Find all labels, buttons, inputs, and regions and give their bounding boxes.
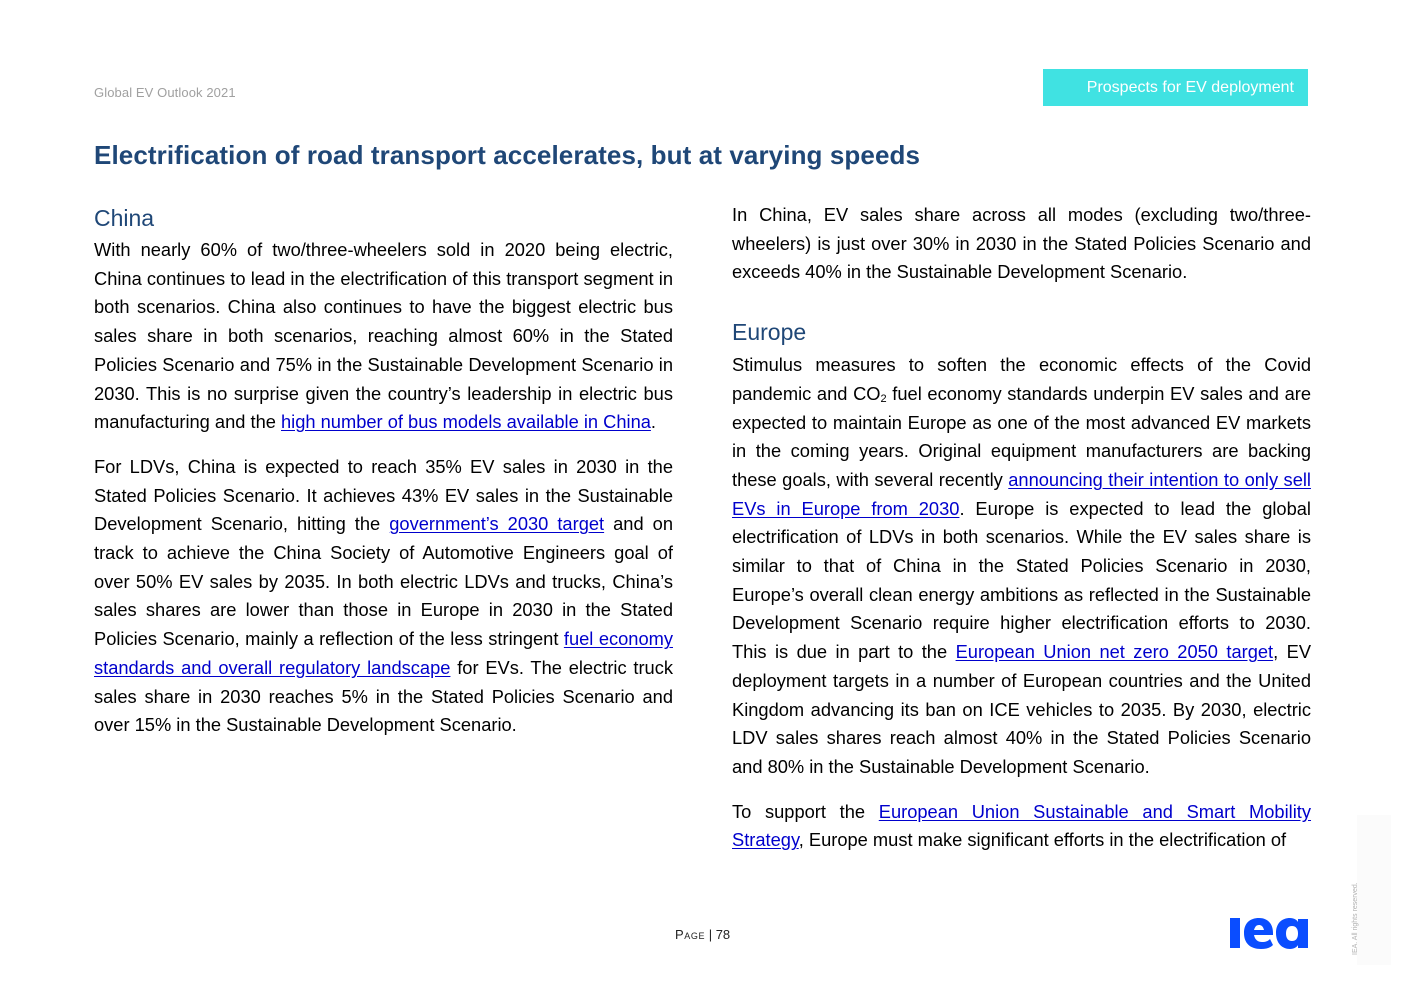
eu-net-zero-link[interactable]: European Union net zero 2050 target [955, 641, 1274, 663]
china-heading: China [94, 205, 155, 231]
page-title: Electrification of road transport accelerates, but at varying speeds [94, 140, 921, 170]
fuel-economy-standards-link[interactable]: fuel economy standards and overall regulatory landscape [94, 628, 673, 678]
page-label: Page [675, 927, 706, 942]
paragraph-text: . Europe is expected to lead the global electrification of LDVs in both scenarios. While the EV sales share is similar to that of China in the Stated Policies Scenario in 2030, Europe’s overall clean energy ambitions as reflected in the Sustainable Development Scenario require higher electrification efforts to 2030. This is due in part to the [732, 497, 1311, 663]
page-separator: | [705, 927, 716, 942]
government-target-link[interactable]: government’s 2030 target [389, 513, 605, 535]
paragraph-text: , EV deployment targets in a number of European countries and the United Kingdom advancing its ban on ICE vehicles to 2035. By 2030, electric LDV sales shares reach almost 40% in the Stated Policies Scenario and 80% in the Sustainable Development Scenario. [732, 641, 1312, 777]
paragraph-text: fuel economy standards underpin EV sales and are expected to maintain Europe as one of the most advanced EV markets in the coming years. Original equipment manufacturers are backing these goals, with several recently [732, 382, 1311, 490]
smart-mobility-strategy-link[interactable]: European Union Sustainable and Smart Mobility Strategy [732, 800, 1312, 851]
paragraph-text: for EVs. The electric truck sales share in 2030 reaches 5% in the Stated Policies Scenario and over 15% in the Sustainable Development Scenario. [94, 656, 674, 736]
oem-announcement-link[interactable]: announcing their intention to only sell EVs in Europe from 2030 [732, 468, 1311, 519]
section-tab-label: Prospects for EV deployment [1086, 78, 1294, 96]
section-tab [1043, 69, 1308, 106]
paragraph-text: Stimulus measures to soften the economic effects of the Covid pandemic and CO [732, 354, 1311, 404]
page-number [675, 927, 730, 942]
europe-paragraph-2 [732, 798, 1311, 855]
bus-models-link[interactable]: high number of bus models available in China [281, 411, 651, 433]
rights-notice: IEA. All rights reserved. [1352, 882, 1359, 955]
rights-strip [1357, 815, 1391, 965]
running-header: Global EV Outlook 2021 [94, 85, 236, 100]
paragraph-text: For LDVs, China is expected to reach 35% EV sales in 2030 in the Stated Policies Scenario. It achieves 43% EV sales in the Sustainable Development Scenario, hitting the [94, 455, 673, 535]
paragraph-text: , Europe must make significant efforts in the electrification of [798, 829, 1287, 851]
paragraph-text: To support the [732, 800, 879, 822]
iea-logo-icon [1228, 914, 1310, 952]
europe-heading: Europe [732, 319, 807, 346]
right-column [732, 201, 1311, 855]
china-paragraph-1 [94, 236, 673, 437]
page-number-value: 78 [715, 927, 731, 942]
china-paragraph-2 [94, 453, 673, 740]
paragraph-text: . [650, 411, 657, 433]
paragraph-text: With nearly 60% of two/three-wheelers sold in 2020 being electric, China continues to lead in the electrification of this transport segment in both scenarios. China also continues to have the biggest electric bus sales share in both scenarios, reaching almost 60% in the Stated Policies Scenario and 75% in the Sustainable Development Scenario in 2030. This is no surprise given the country’s leadership in electric bus manufacturing and the [94, 239, 673, 433]
europe-paragraph-1 [732, 351, 1311, 782]
china-paragraph-3: In China, EV sales share across all modes (excluding two/three-wheelers) is just over 30% in 2030 in the Stated Policies Scenario and exceeds 40% in the Sustainable Development Scenario. [732, 204, 1311, 283]
left-column [94, 203, 673, 740]
paragraph-text: and on track to achieve the China Society of Automotive Engineers goal of over 50% EV sales by 2035. In both electric LDVs and trucks, China’s sales shares are lower than those in Europe in 2030 in the Stated Policies Scenario, mainly a reflection of the less stringent [94, 513, 673, 650]
subscript: 2 [880, 392, 887, 405]
